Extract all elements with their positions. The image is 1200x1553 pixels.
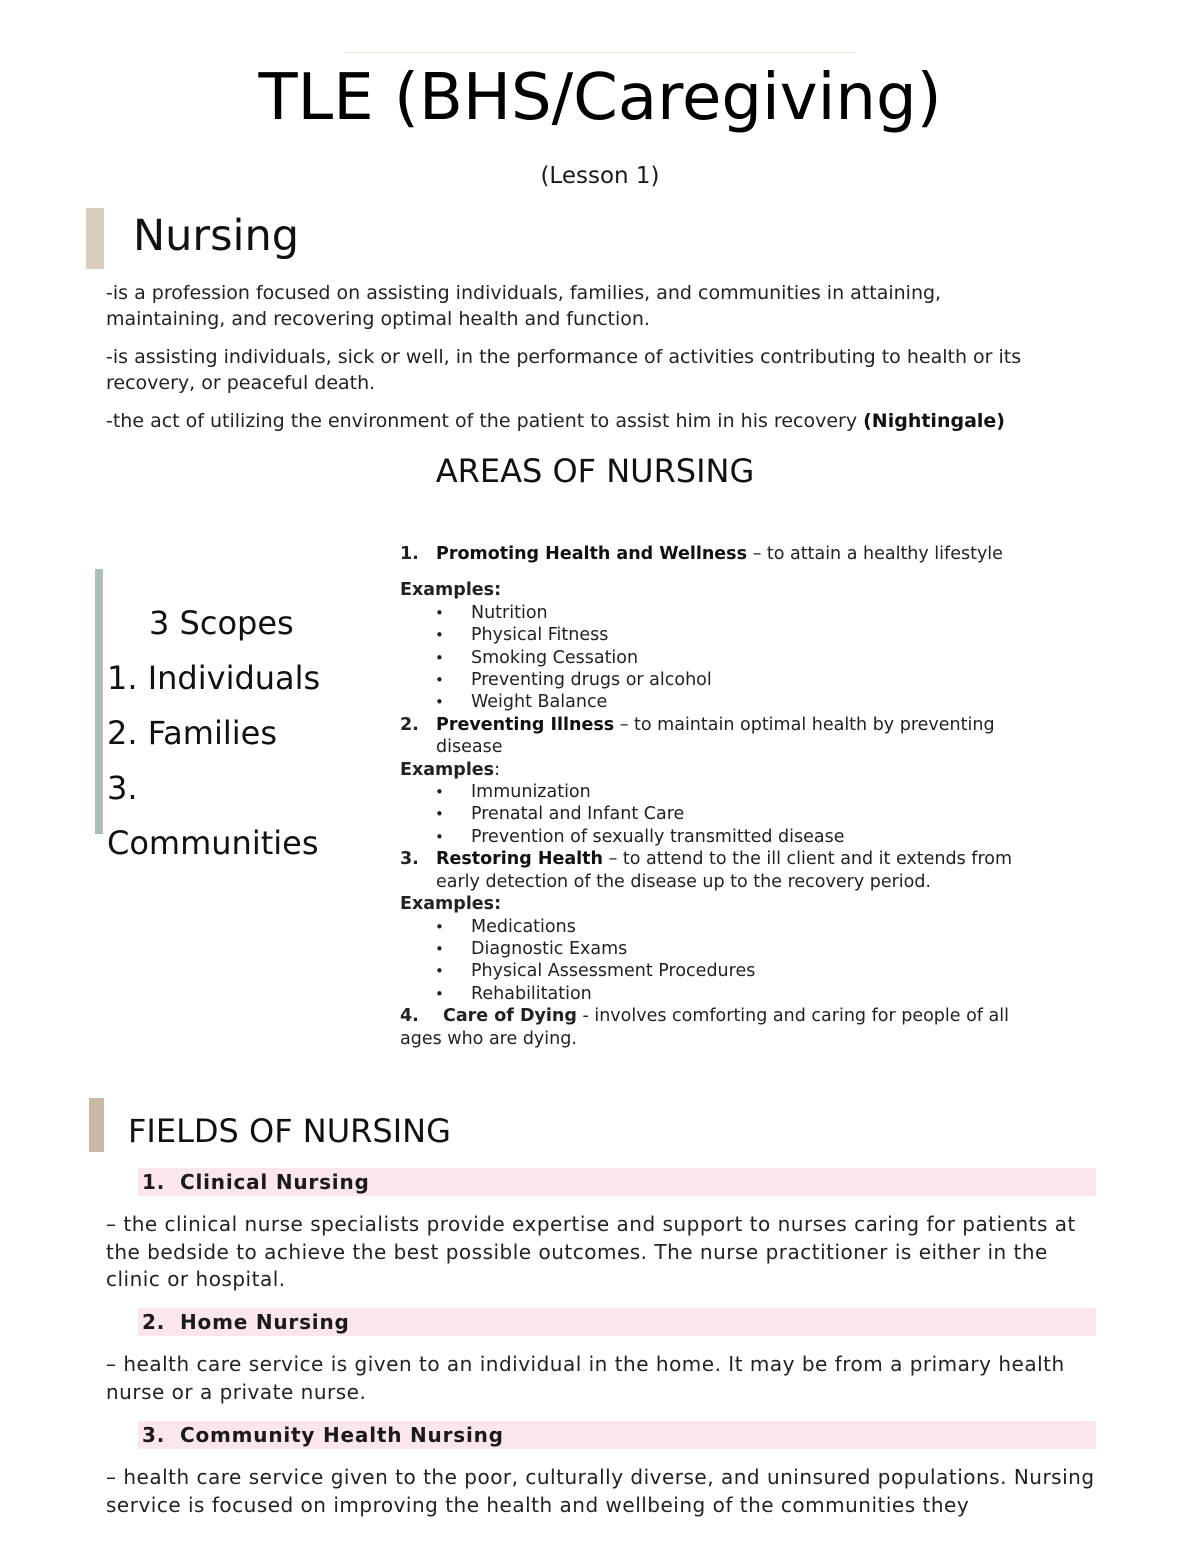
area-item-name: Preventing Illness: [436, 714, 615, 735]
area-item-number: 4.: [400, 1006, 419, 1027]
area-item: [400, 1005, 1040, 1050]
field-number: 1.: [142, 1170, 166, 1194]
scopes-accent-bar: [95, 569, 103, 834]
example-item: • Prenatal and Infant Care: [400, 803, 1040, 825]
area-item: [400, 714, 1040, 759]
area-item-text: [436, 543, 1003, 565]
examples-label: Examples:: [400, 894, 502, 915]
area-item-desc: – to maintain optimal health by preventing disease: [436, 714, 995, 758]
example-item: • Prevention of sexually transmitted disease: [400, 826, 1040, 848]
example-item: • Nutrition: [400, 602, 1040, 624]
area-item-name: Restoring Health: [436, 849, 604, 870]
field-number: 3.: [142, 1423, 166, 1447]
area-item-text: [436, 714, 1016, 759]
page-subtitle: (Lesson 1): [540, 163, 660, 189]
examples-label: Examples:: [400, 580, 502, 601]
area-item-desc: - involves comforting and caring for people of all ages who are dying.: [400, 1006, 1009, 1049]
field-heading: [138, 1308, 1096, 1336]
area-item-number: 2.: [400, 714, 419, 735]
field-name: Home Nursing: [180, 1310, 350, 1334]
field-description: – health care service given to the poor, culturally diverse, and uninsured populations. Nursing service is focused on improving the health and wellbeing of the communities they: [106, 1465, 1095, 1517]
field-description: – the clinical nurse specialists provide expertise and support to nurses caring for patients at the bedside to achieve the best possible outcomes. The nurse practitioner is either in the clinic or hospital.: [106, 1212, 1076, 1291]
examples-label: Examples:: [400, 759, 501, 780]
area-item: [400, 543, 1040, 565]
area-item-desc: – to attend to the ill client and it extends from early detection of the disease up to the recovery period.: [436, 849, 1013, 892]
fields-of-nursing-heading: FIELDS OF NURSING: [128, 1112, 451, 1150]
examples-list: [400, 781, 1040, 848]
area-item-desc: – to attain a healthy lifestyle: [747, 544, 1003, 564]
nursing-definition-1: -is a profession focused on assisting individuals, families, and communities in attaining, maintaining, and recovering optimal health and function.: [106, 282, 942, 330]
top-rule: [344, 52, 856, 53]
areas-of-nursing-heading: AREAS OF NURSING: [435, 452, 755, 490]
example-item: • Physical Assessment Procedures: [400, 960, 1040, 982]
scope-item: 3. Communities: [107, 769, 319, 862]
nursing-heading: Nursing: [133, 211, 299, 261]
area-item-name: Care of Dying: [443, 1006, 577, 1027]
field-number: 2.: [142, 1310, 166, 1334]
scopes-text-box: [107, 596, 347, 862]
nursing-definition-3-text: -the act of utilizing the environment of the patient to assist him in his recovery: [106, 410, 864, 432]
page-title: TLE (BHS/Caregiving): [258, 61, 942, 135]
examples-list: [400, 602, 1040, 714]
area-item-name: Promoting Health and Wellness: [436, 544, 748, 564]
area-item: [400, 848, 1040, 893]
example-item: • Medications: [400, 916, 1040, 938]
area-item-text: [436, 848, 1026, 893]
area-item-number: 1.: [400, 544, 419, 564]
example-item: • Diagnostic Exams: [400, 938, 1040, 960]
field-heading: [138, 1168, 1096, 1196]
scope-item: 1. Individuals: [107, 659, 321, 697]
field-heading: [138, 1421, 1096, 1449]
nursing-definition-3: [106, 408, 1066, 434]
nightingale-attribution: (Nightingale): [863, 410, 1005, 432]
examples-list: [400, 916, 1040, 1006]
area-item-number: 3.: [400, 849, 419, 870]
example-item: • Immunization: [400, 781, 1040, 803]
example-item: • Weight Balance: [400, 691, 1040, 713]
nursing-definition-2: -is assisting individuals, sick or well, in the performance of activities contributing to health or its recovery, or peaceful death.: [106, 346, 1022, 394]
areas-list-box: [400, 543, 1040, 1049]
nursing-heading-accent-bar: [86, 208, 104, 269]
example-item: • Smoking Cessation: [400, 647, 1040, 669]
example-item: • Physical Fitness: [400, 624, 1040, 646]
example-item: • Rehabilitation: [400, 983, 1040, 1005]
scopes-title: 3 Scopes: [149, 604, 294, 642]
field-name: Community Health Nursing: [180, 1423, 504, 1447]
field-description: – health care service is given to an individual in the home. It may be from a primary health nurse or a private nurse.: [106, 1352, 1065, 1404]
fields-heading-accent-bar: [89, 1098, 104, 1152]
example-item: • Preventing drugs or alcohol: [400, 669, 1040, 691]
field-name: Clinical Nursing: [180, 1170, 370, 1194]
scope-item: 2. Families: [107, 714, 277, 752]
